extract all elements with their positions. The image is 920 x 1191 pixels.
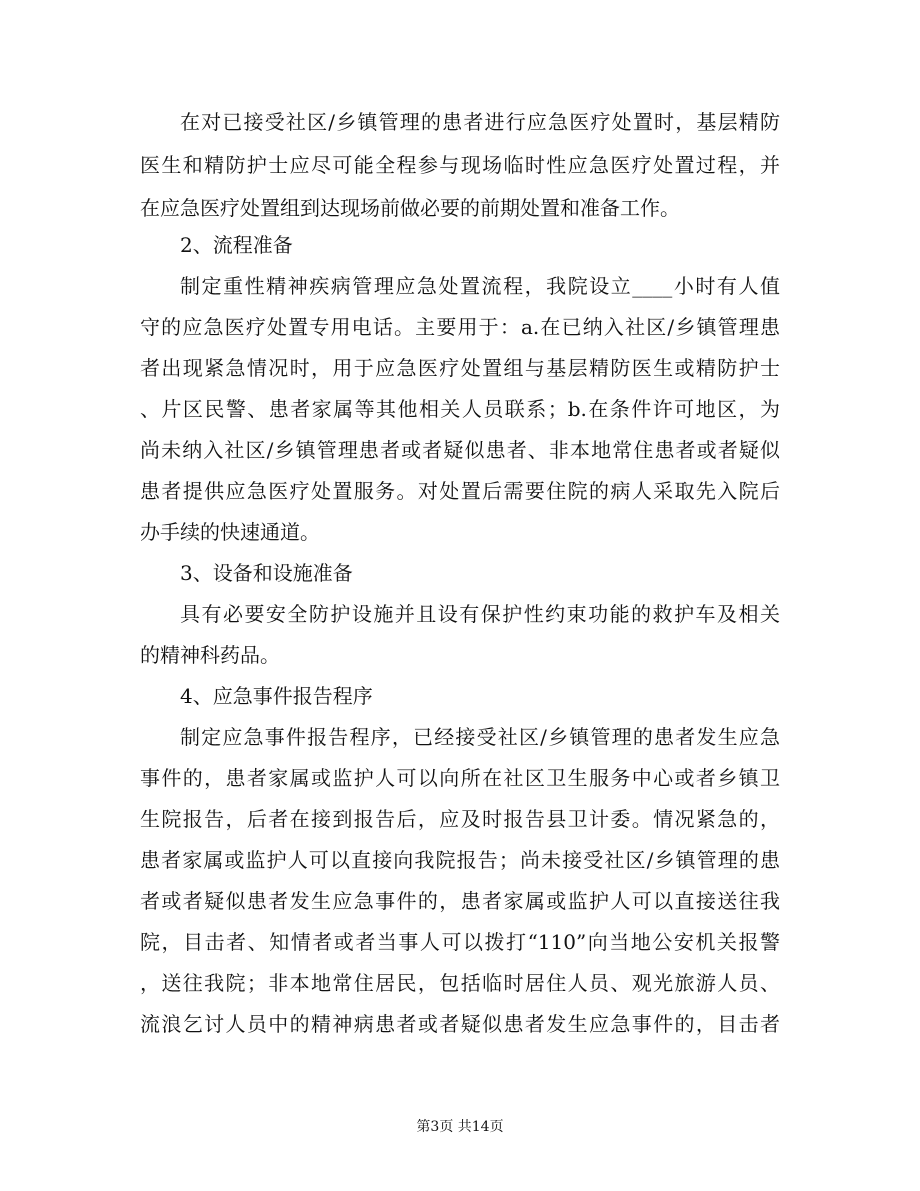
section-heading-4: 4、应急事件报告程序 (180, 684, 373, 708)
paragraph-2-line-6: 患者提供应急医疗处置服务。对处置后需要住院的病人采取先入院后 (140, 479, 780, 503)
section-heading-2: 2、流程准备 (180, 233, 293, 257)
paragraph-4-line-2: 事件的，患者家属或监护人可以向所在社区卫生服务中心或者乡镇卫 (140, 766, 780, 790)
paragraph-4-line-3: 生院报告，后者在接到报告后，应及时报告县卫计委。情况紧急的， (140, 807, 780, 831)
paragraph-4-line-8: 流浪乞讨人员中的精神病患者或者疑似患者发生应急事件的，目击者 (140, 1012, 780, 1036)
paragraph-2-line-2: 守的应急医疗处置专用电话。主要用于：a.在已纳入社区/乡镇管理患 (140, 315, 780, 339)
paragraph-2-line-1: 制定重性精神疾病管理应急处置流程，我院设立____小时有人值 (180, 274, 780, 298)
paragraph-4-line-6: 院，目击者、知情者或者当事人可以拨打“110”向当地公安机关报警 (140, 930, 780, 954)
section-heading-3: 3、设备和设施准备 (180, 561, 353, 585)
paragraph-2-line-3: 者出现紧急情况时，用于应急医疗处置组与基层精防医生或精防护士 (140, 356, 780, 380)
paragraph-4-line-7: ，送往我院；非本地常住居民，包括临时居住人员、观光旅游人员、 (140, 971, 780, 995)
paragraph-3-line-2: 的精神科药品。 (140, 643, 280, 667)
paragraph-2-line-7: 办手续的快速通道。 (140, 520, 320, 544)
page-footer: 第3页 共14页 (416, 1119, 504, 1135)
paragraph-4-line-5: 者或者疑似患者发生应急事件的，患者家属或监护人可以直接送往我 (140, 889, 780, 913)
paragraph-1-line-1: 在对已接受社区/乡镇管理的患者进行应急医疗处置时，基层精防 (180, 110, 780, 134)
paragraph-3-line-1: 具有必要安全防护设施并且设有保护性约束功能的救护车及相关 (180, 602, 780, 626)
paragraph-1-line-2: 医生和精防护士应尽可能全程参与现场临时性应急医疗处置过程，并 (140, 153, 780, 177)
paragraph-4-line-4: 患者家属或监护人可以直接向我院报告；尚未接受社区/乡镇管理的患 (140, 848, 780, 872)
paragraph-2-line-5: 尚未纳入社区/乡镇管理患者或者疑似患者、非本地常住患者或者疑似 (140, 438, 780, 462)
paragraph-1-line-3: 在应急医疗处置组到达现场前做必要的前期处置和准备工作。 (140, 196, 680, 220)
paragraph-2-line-4: 、片区民警、患者家属等其他相关人员联系；b.在条件许可地区，为 (140, 397, 780, 421)
paragraph-4-line-1: 制定应急事件报告程序，已经接受社区/乡镇管理的患者发生应急 (180, 725, 780, 749)
